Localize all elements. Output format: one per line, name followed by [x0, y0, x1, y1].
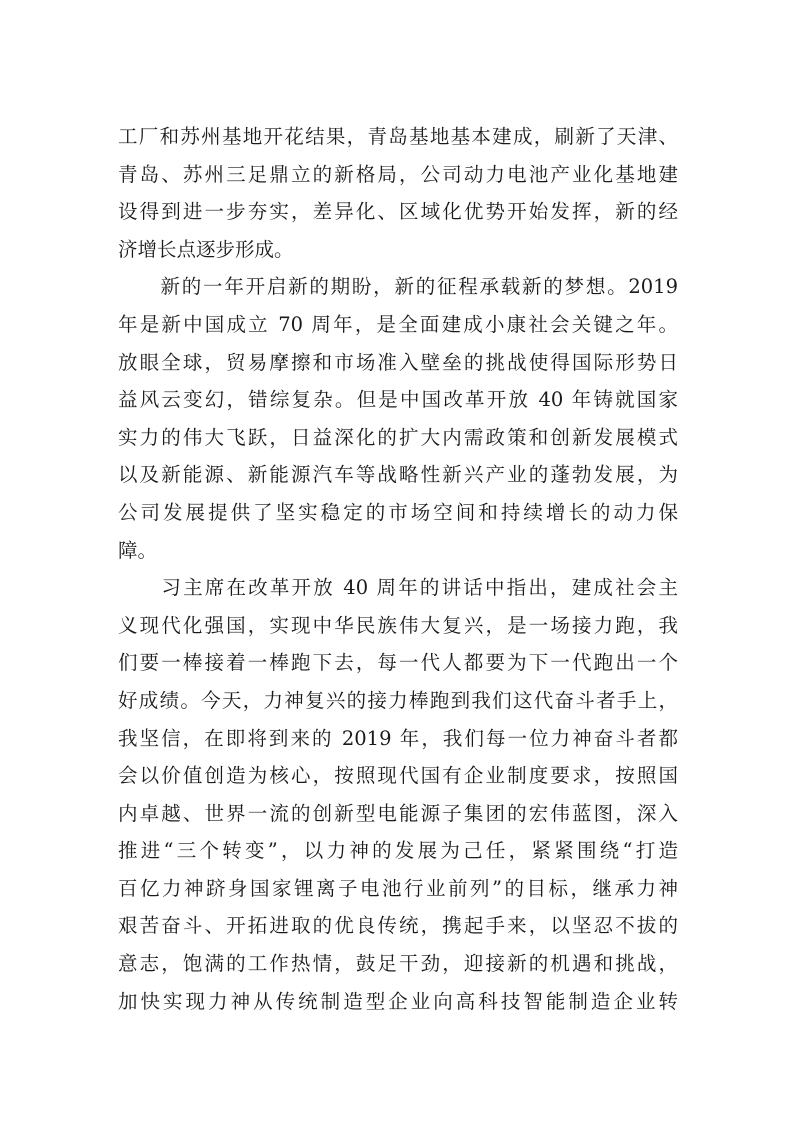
text-line: 推进“三个转变”，以力神的发展为己任，紧紧围绕“打造 [118, 839, 678, 863]
text-line: 我坚信，在即将到来的 2019 年，我们每一位力神奋斗者都 [118, 726, 678, 750]
text-line: 放眼全球，贸易摩擦和市场准入壁垒的挑战使得国际形势日 [118, 350, 678, 374]
text-line: 习主席在改革开放 40 周年的讲话中指出，建成社会主 [118, 576, 678, 600]
text-line: 艰苦奋斗、开拓进取的优良传统，携起手来，以坚忍不拔的 [118, 914, 678, 938]
text-line: 设得到进一步夯实，差异化、区域化优势开始发挥，新的经 [118, 200, 678, 224]
text-line: 以及新能源、新能源汽车等战略性新兴产业的蓬勃发展，为 [118, 463, 678, 487]
text-line: 障。 [118, 538, 158, 562]
text-line: 青岛、苏州三足鼎立的新格局，公司动力电池产业化基地建 [118, 162, 678, 186]
text-line: 内卓越、世界一流的创新型电能源子集团的宏伟蓝图，深入 [118, 801, 678, 825]
paragraph-1 [118, 118, 678, 268]
text-line: 义现代化强国，实现中华民族伟大复兴，是一场接力跑，我 [118, 613, 678, 637]
text-line: 们要一棒接着一棒跑下去，每一代人都要为下一代跑出一个 [118, 651, 678, 675]
text-line: 意志，饱满的工作热情，鼓足干劲，迎接新的机遇和挑战， [118, 952, 678, 976]
text-line: 加快实现力神从传统制造型企业向高科技智能制造企业转 [118, 989, 678, 1013]
text-line: 工厂和苏州基地开花结果，青岛基地基本建成，刷新了天津、 [118, 125, 678, 148]
text-line: 百亿力神跻身国家锂离子电池行业前列”的目标，继承力神 [118, 876, 678, 900]
text-line: 济增长点逐步形成。 [118, 237, 294, 261]
text-line: 新的一年开启新的期盼，新的征程承载新的梦想。2019 [118, 275, 678, 299]
document-body [118, 118, 678, 1020]
paragraph-2 [118, 268, 678, 569]
text-line: 益风云变幻，错综复杂。但是中国改革开放 40 年铸就国家 [118, 388, 678, 412]
text-line: 好成绩。今天，力神复兴的接力棒跑到我们这代奋斗者手上， [118, 688, 678, 712]
text-line: 年是新中国成立 70 周年，是全面建成小康社会关键之年。 [118, 312, 678, 336]
paragraph-3 [118, 569, 678, 1020]
text-line: 实力的伟大飞跃，日益深化的扩大内需政策和创新发展模式 [118, 425, 678, 449]
text-line: 会以价值创造为核心，按照现代国有企业制度要求，按照国 [118, 764, 678, 788]
text-line: 公司发展提供了坚实稳定的市场空间和持续增长的动力保 [118, 500, 678, 524]
